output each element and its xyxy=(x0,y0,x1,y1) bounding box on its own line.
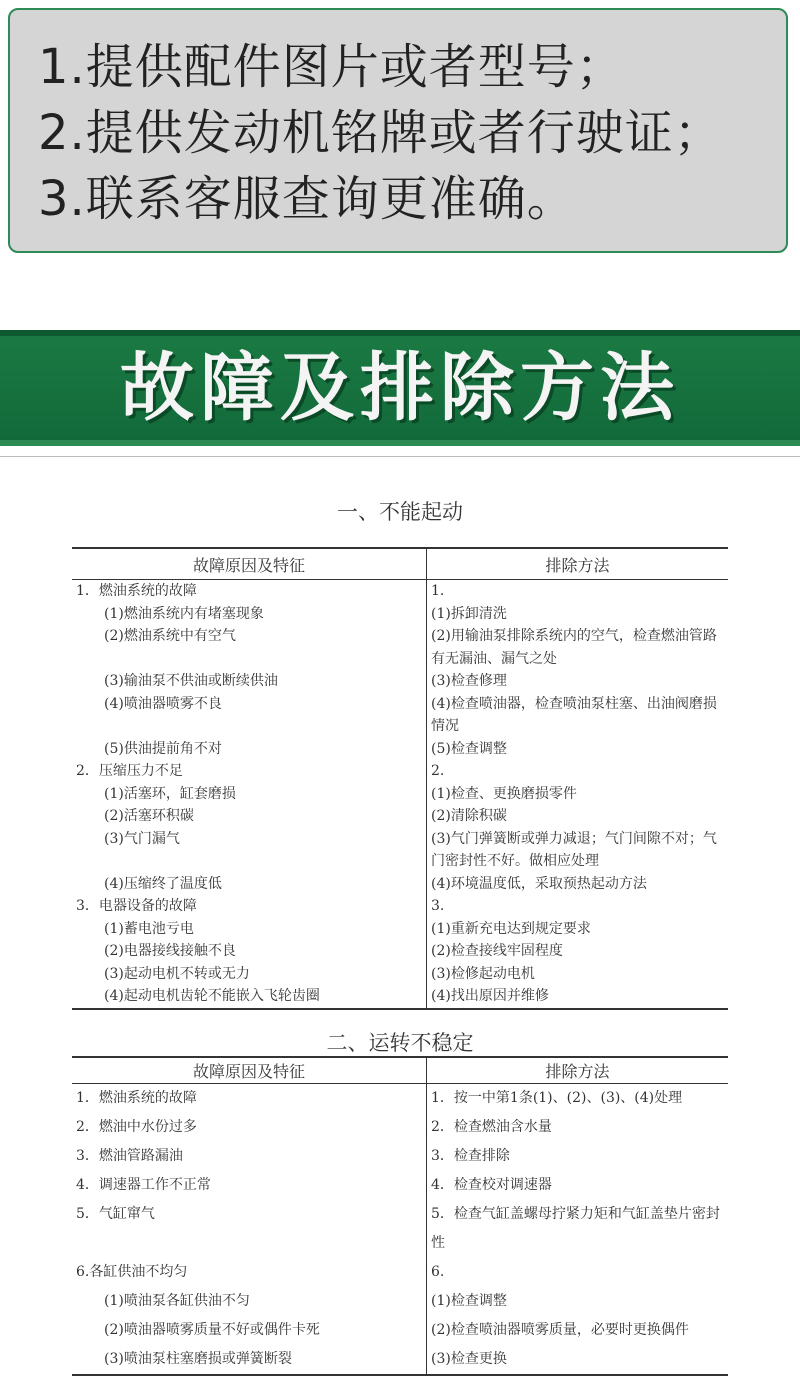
cause-cell: (1)喷油泵各缸供油不匀 xyxy=(72,1287,427,1316)
cause-cell: (1)蓄电池亏电 xyxy=(72,918,427,941)
cause-cell: (3)输油泵不供油或断续供油 xyxy=(72,670,427,693)
remedy-cell: 6. xyxy=(431,1264,445,1280)
remedy-cell: 2．检查燃油含水量 xyxy=(431,1119,552,1135)
remedy-cell: (2)用输油泵排除系统内的空气，检查燃油管路有无漏油、漏气之处 xyxy=(431,628,717,667)
remedy-cell: 1．按一中第1条(1)、(2)、(3)、(4)处理 xyxy=(431,1090,683,1106)
remedy-cell: (4)检查喷油器，检查喷油泵柱塞、出油阀磨损情况 xyxy=(431,695,717,734)
column-header: 排除方法 xyxy=(427,1057,729,1084)
notice-box xyxy=(8,8,788,253)
remedy-cell: (3)检查更换 xyxy=(427,1345,729,1375)
notice-line: 2.提供发动机铭牌或者行驶证； xyxy=(38,105,723,161)
remedy-cell: (1)重新充电达到规定要求 xyxy=(431,920,591,937)
remedy-cell: 2. xyxy=(431,763,445,779)
notice-line: 3.联系客服查询更准确。 xyxy=(38,171,576,227)
cause-cell: (5)供油提前角不对 xyxy=(72,738,427,761)
cause-cell: (3)起动电机不转或无力 xyxy=(72,963,427,986)
cause-cell: 5．气缸窜气 xyxy=(72,1200,427,1258)
cause-cell: (2)燃油系统中有空气 xyxy=(72,625,427,670)
remedy-cell: (3)检修起动电机 xyxy=(431,965,535,982)
divider xyxy=(0,456,800,457)
section-banner xyxy=(0,330,800,446)
cause-cell: (2)喷油器喷雾质量不好或偶件卡死 xyxy=(72,1316,427,1345)
remedy-cell: (2)检查喷油器喷雾质量，必要时更换偶件 xyxy=(431,1322,689,1338)
remedy-cell: 5．检查气缸盖螺母拧紧力矩和气缸盖垫片密封性 xyxy=(431,1206,720,1251)
remedy-cell: 3．检查排除 xyxy=(431,1148,510,1164)
cause-cell: (1)活塞环，缸套磨损 xyxy=(72,783,427,806)
remedy-cell: 3. xyxy=(431,898,445,914)
fault-table xyxy=(72,1056,728,1376)
cause-cell: 3．燃油管路漏油 xyxy=(72,1142,427,1171)
remedy-cell: (4)找出原因并维修 xyxy=(427,985,729,1009)
remedy-cell: (1)检查调整 xyxy=(431,1293,507,1309)
cause-cell: (1)燃油系统内有堵塞现象 xyxy=(72,603,427,626)
fault-table xyxy=(72,547,728,1010)
cause-cell: (4)压缩终了温度低 xyxy=(72,873,427,896)
cause-cell: (3)气门漏气 xyxy=(72,828,427,873)
cause-cell: 3．电器设备的故障 xyxy=(72,895,427,918)
notice-line: 1.提供配件图片或者型号； xyxy=(38,39,625,95)
remedy-cell: 1. xyxy=(431,583,445,599)
cause-cell: 1．燃油系统的故障 xyxy=(72,1084,427,1114)
column-header: 排除方法 xyxy=(427,548,729,580)
cause-cell: 2．压缩压力不足 xyxy=(72,760,427,783)
cause-cell: (2)活塞环积碳 xyxy=(72,805,427,828)
remedy-cell: (1)拆卸清洗 xyxy=(431,605,507,622)
remedy-cell: 4．检查校对调速器 xyxy=(431,1177,552,1193)
cause-cell: (3)喷油泵柱塞磨损或弹簧断裂 xyxy=(72,1345,427,1375)
banner-title: 故障及排除方法 xyxy=(120,345,680,431)
cause-cell: 6.各缸供油不均匀 xyxy=(72,1258,427,1287)
column-header: 故障原因及特征 xyxy=(72,1057,427,1084)
remedy-cell: (1)检查、更换磨损零件 xyxy=(431,785,577,802)
cause-cell: (4)喷油器喷雾不良 xyxy=(72,693,427,738)
section-title: 一、不能起动 xyxy=(337,500,463,524)
cause-cell: 1．燃油系统的故障 xyxy=(72,580,427,603)
remedy-cell: (4)环境温度低，采取预热起动方法 xyxy=(431,875,647,892)
cause-cell: 4．调速器工作不正常 xyxy=(72,1171,427,1200)
cause-cell: (2)电器接线接触不良 xyxy=(72,940,427,963)
remedy-cell: (2)检查接线牢固程度 xyxy=(431,943,563,959)
cause-cell: 2．燃油中水份过多 xyxy=(72,1113,427,1142)
remedy-cell: (5)检查调整 xyxy=(431,740,507,757)
remedy-cell: (2)清除积碳 xyxy=(431,808,507,824)
section-title: 二、运转不稳定 xyxy=(326,1031,474,1055)
remedy-cell: (3)检查修理 xyxy=(431,673,507,689)
cause-cell: (4)起动电机齿轮不能嵌入飞轮齿圈 xyxy=(72,985,427,1009)
column-header: 故障原因及特征 xyxy=(72,548,427,580)
remedy-cell: (3)气门弹簧断或弹力减退；气门间隙不对；气门密封性不好。做相应处理 xyxy=(431,830,717,869)
